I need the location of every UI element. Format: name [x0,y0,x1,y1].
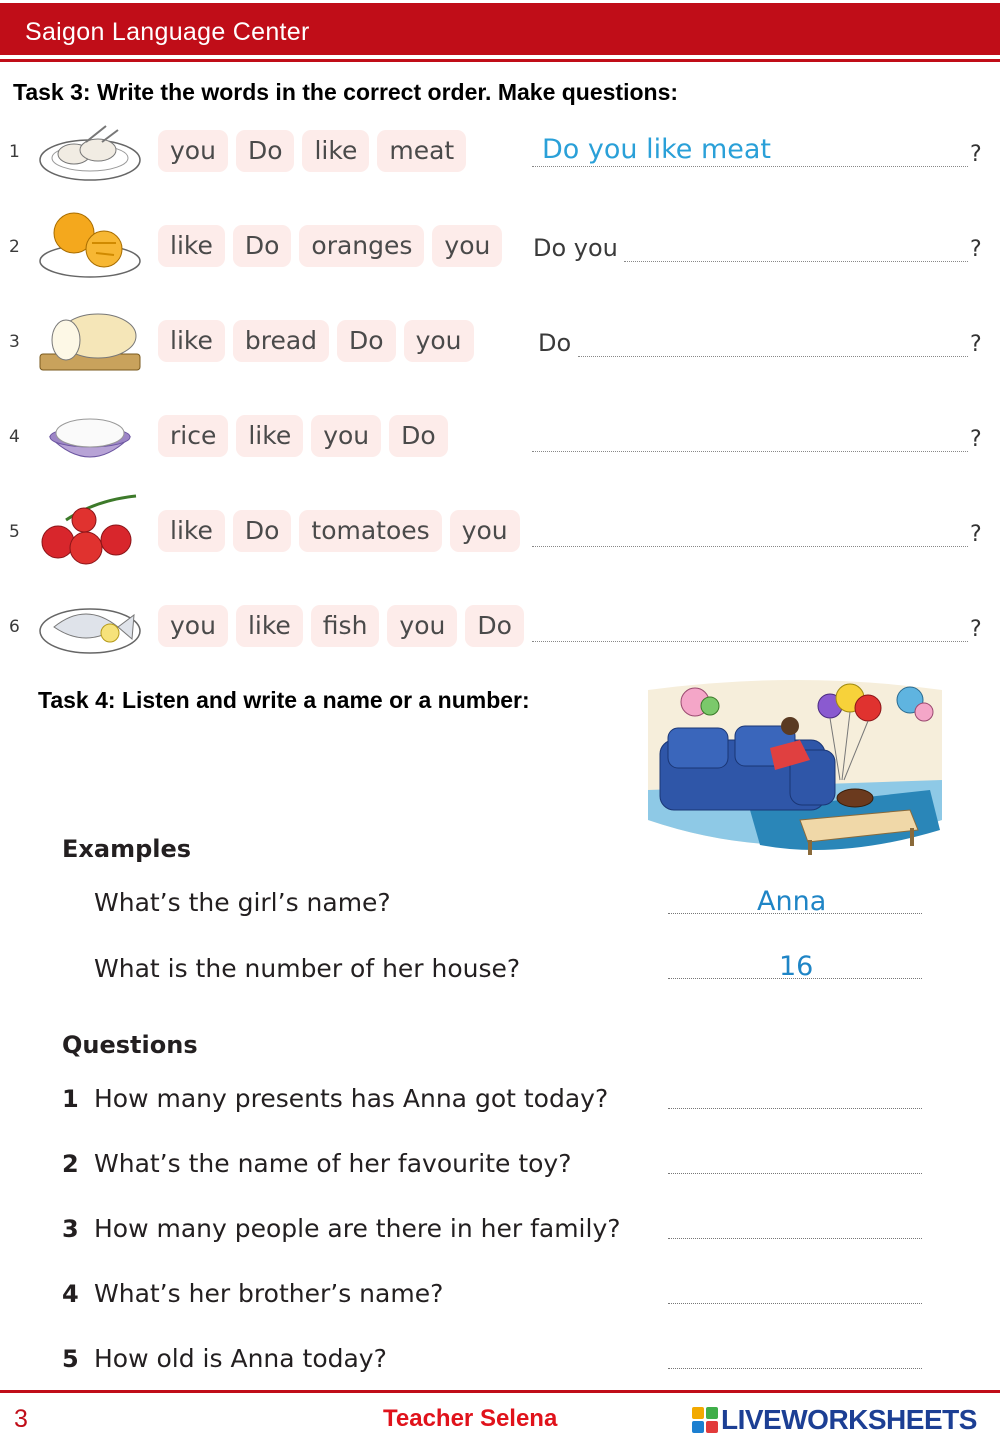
example-answer: 16 [779,951,814,982]
word-tile[interactable]: tomatoes [299,510,441,552]
fish-plate-icon [36,587,144,667]
example-answer: Anna [757,886,827,917]
question-number: 2 [62,1150,79,1178]
question-mark: ? [970,237,982,262]
task3-row-5 [0,488,1000,578]
word-tile[interactable]: you [311,415,381,457]
header-bar [0,3,1000,55]
word-tile[interactable]: you [404,320,474,362]
example-question: What is the number of her house? [94,954,521,983]
answer-line[interactable] [578,356,968,357]
oranges-plate-icon [36,205,144,285]
word-tile[interactable]: Do [236,130,295,172]
word-tiles [158,320,474,362]
birthday-party-living-room-icon [640,670,950,860]
row-number: 5 [9,522,20,542]
question-number: 5 [62,1345,79,1373]
row-number: 2 [9,237,20,257]
word-tile[interactable]: like [302,130,369,172]
word-tile[interactable]: you [158,130,228,172]
word-tile[interactable]: oranges [299,225,424,267]
liveworksheets-logo-icon [692,1407,718,1433]
questions-heading: Questions [62,1031,198,1059]
word-tile[interactable]: like [158,225,225,267]
question-text: How old is Anna today? [94,1344,387,1373]
answer-field[interactable] [668,1238,922,1239]
word-tile[interactable]: like [158,510,225,552]
task3-row-2 [0,203,1000,293]
word-tile[interactable]: rice [158,415,228,457]
question-text: What’s her brother’s name? [94,1279,444,1308]
answer-line[interactable] [624,261,968,262]
bread-board-icon [36,302,144,382]
word-tile[interactable]: Do [233,510,292,552]
word-tiles [158,130,466,172]
row-number: 1 [9,142,20,162]
answer-line [668,978,922,979]
word-tile[interactable]: Do [337,320,396,362]
question-mark: ? [970,142,982,167]
example-question: What’s the girl’s name? [94,888,391,917]
question-number: 4 [62,1280,79,1308]
question-number: 3 [62,1215,79,1243]
liveworksheets-logo[interactable] [692,1404,977,1436]
word-tiles [158,510,520,552]
answer-line [668,913,922,914]
answer-line[interactable] [532,641,968,642]
question-text: How many presents has Anna got today? [94,1084,609,1113]
question-mark: ? [970,427,982,452]
word-tile[interactable]: you [450,510,520,552]
question-number: 1 [62,1085,79,1113]
row-number: 3 [9,332,20,352]
word-tile[interactable]: Do [233,225,292,267]
word-tile[interactable]: like [158,320,225,362]
word-tile[interactable]: Do [389,415,448,457]
word-tile[interactable]: meat [377,130,466,172]
word-tile[interactable]: you [158,605,228,647]
word-tile[interactable]: fish [311,605,380,647]
row-number: 6 [9,617,20,637]
answer-line[interactable] [532,546,968,547]
word-tile[interactable]: like [236,415,303,457]
tomatoes-icon [36,490,144,570]
row-number: 4 [9,427,20,447]
meat-plate-icon [36,112,144,192]
answer-prefix: Do you [533,234,618,262]
question-mark: ? [970,617,982,642]
question-text: What’s the name of her favourite toy? [94,1149,572,1178]
word-tile[interactable]: Do [465,605,524,647]
rice-bowl-icon [36,397,144,477]
answer-field[interactable]: Do you like meat [542,134,771,165]
word-tile[interactable]: you [387,605,457,647]
brand-name: LIVEWORKSHEETS [721,1404,977,1435]
task3-row-3 [0,298,1000,388]
header-title: Saigon Language Center [25,18,310,46]
word-tile[interactable]: like [236,605,303,647]
word-tiles [158,605,524,647]
examples-heading: Examples [62,835,192,863]
answer-field[interactable] [668,1173,922,1174]
answer-prefix: Do [538,329,572,357]
word-tiles [158,415,448,457]
answer-field[interactable] [668,1303,922,1304]
task3-row-1 [0,108,1000,198]
word-tile[interactable]: you [432,225,502,267]
answer-line[interactable] [532,451,968,452]
answer-line [532,166,968,167]
question-mark: ? [970,522,982,547]
teacher-name: Teacher Selena [383,1405,558,1432]
word-tiles [158,225,502,267]
footer-divider [0,1390,1000,1393]
answer-field[interactable] [668,1108,922,1109]
task3-row-6 [0,583,1000,673]
word-tile[interactable]: bread [233,320,329,362]
page-number: 3 [14,1405,28,1433]
header-divider [0,59,1000,62]
answer-field[interactable] [668,1368,922,1369]
question-text: How many people are there in her family? [94,1214,621,1243]
question-mark: ? [970,332,982,357]
task3-title: Task 3: Write the words in the correct order. Make questions: [13,79,679,105]
task3-row-4 [0,393,1000,483]
task4-title: Task 4: Listen and write a name or a number: [38,687,530,713]
